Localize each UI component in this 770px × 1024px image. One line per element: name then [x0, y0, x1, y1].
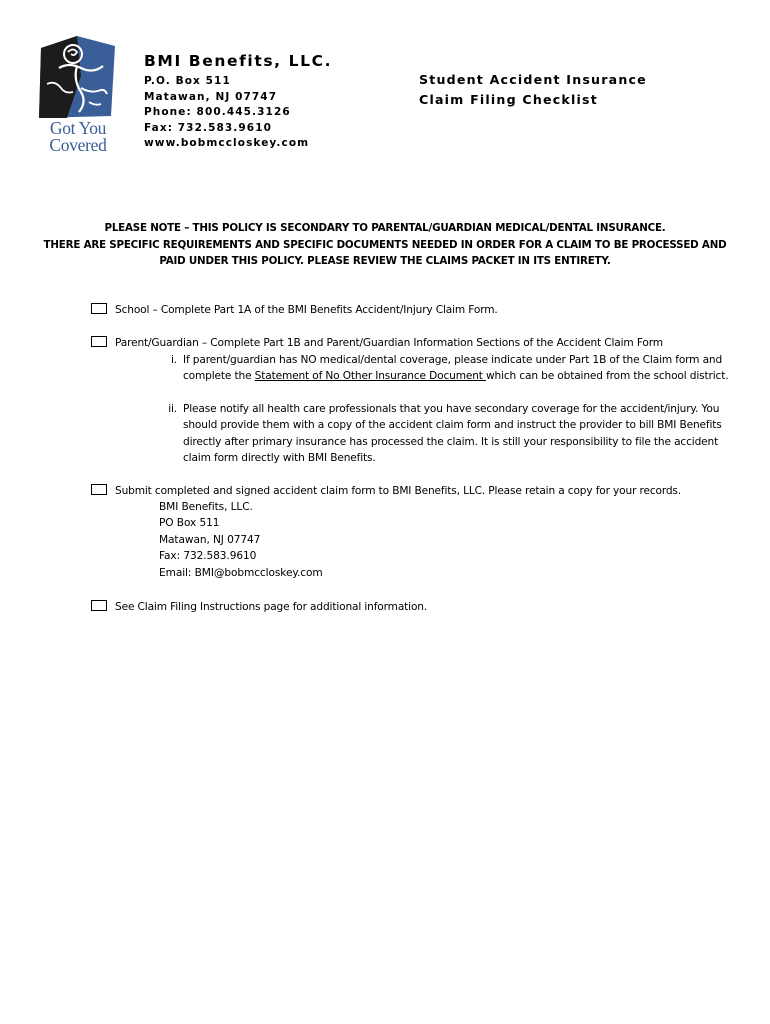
company-po-box: P.O. Box 511 — [144, 75, 231, 87]
company-phone: Phone: 800.445.3126 — [144, 106, 291, 119]
company-name: BMI Benefits, LLC. — [144, 52, 333, 70]
checklist-item-text: See Claim Filing Instructions page for additional information. — [115, 601, 428, 613]
sub-item-number: ii. — [168, 403, 177, 415]
sub-item-text — [183, 352, 745, 385]
logo-tagline — [37, 120, 119, 154]
checkbox[interactable] — [91, 600, 107, 611]
company-website: www.bobmccloskey.com — [144, 137, 310, 150]
checklist-item-text: School – Complete Part 1A of the BMI Benefits Accident/Injury Claim Form. — [115, 304, 498, 316]
mail-email: Email: BMI@bobmccloskey.com — [159, 566, 323, 579]
document-title-line2: Claim Filing Checklist — [419, 92, 598, 107]
mail-company: BMI Benefits, LLC. — [159, 501, 253, 513]
checklist-item-text: Parent/Guardian – Complete Part 1B and Parent/Guardian Information Sections of the Accident Claim Form — [115, 337, 663, 349]
notice-line2: THERE ARE SPECIFIC REQUIREMENTS AND SPECIFIC DOCUMENTS NEEDED IN ORDER FOR A CLAIM TO BE PROCESSED AND — [43, 238, 727, 251]
mailing-address — [159, 499, 323, 581]
checkbox[interactable] — [91, 484, 107, 495]
company-info — [144, 52, 332, 152]
policy-notice — [22, 220, 748, 270]
checkbox[interactable] — [91, 303, 107, 314]
statement-document-link[interactable]: Statement of No Other Insurance Document — [254, 370, 487, 383]
figure-in-square-logo-icon — [37, 36, 119, 120]
mail-po-box: PO Box 511 — [159, 517, 220, 530]
sub-item-text-before: If parent/guardian has NO medical/dental coverage, please indicate under Part 1B of the Claim form and complete the — [183, 354, 723, 383]
sub-item-text-after: which can be obtained from the school district. — [486, 370, 729, 383]
sub-item-text: Please notify all health care professionals that you have secondary coverage for the accident/injury. You should provide them with a copy of the accident claim form and instruct the provider to bill BMI Benefits directly after primary insurance has processed the claim. It is still your responsibility to file the accident claim form directly with BMI Benefits. — [183, 403, 722, 465]
checklist-item-text: Submit completed and signed accident claim form to BMI Benefits, LLC. Please retain a copy for your records. — [115, 485, 682, 497]
document-title-line1: Student Accident Insurance — [419, 72, 647, 87]
company-logo — [37, 36, 119, 156]
mail-fax: Fax: 732.583.9610 — [159, 550, 257, 563]
logo-tagline-line2: Covered — [49, 135, 107, 155]
sub-item-number: i. — [170, 354, 177, 366]
notice-line3: PAID UNDER THIS POLICY. PLEASE REVIEW THE CLAIMS PACKET IN ITS ENTIRETY. — [159, 255, 611, 267]
logo-tagline-line1: Got You — [49, 118, 107, 138]
mail-city: Matawan, NJ 07747 — [159, 533, 261, 546]
company-fax: Fax: 732.583.9610 — [144, 121, 273, 134]
notice-line1: PLEASE NOTE – THIS POLICY IS SECONDARY TO PARENTAL/GUARDIAN MEDICAL/DENTAL INSURANCE. — [104, 222, 666, 234]
checkbox[interactable] — [91, 336, 107, 347]
document-title — [419, 70, 647, 110]
company-city: Matawan, NJ 07747 — [144, 90, 278, 103]
